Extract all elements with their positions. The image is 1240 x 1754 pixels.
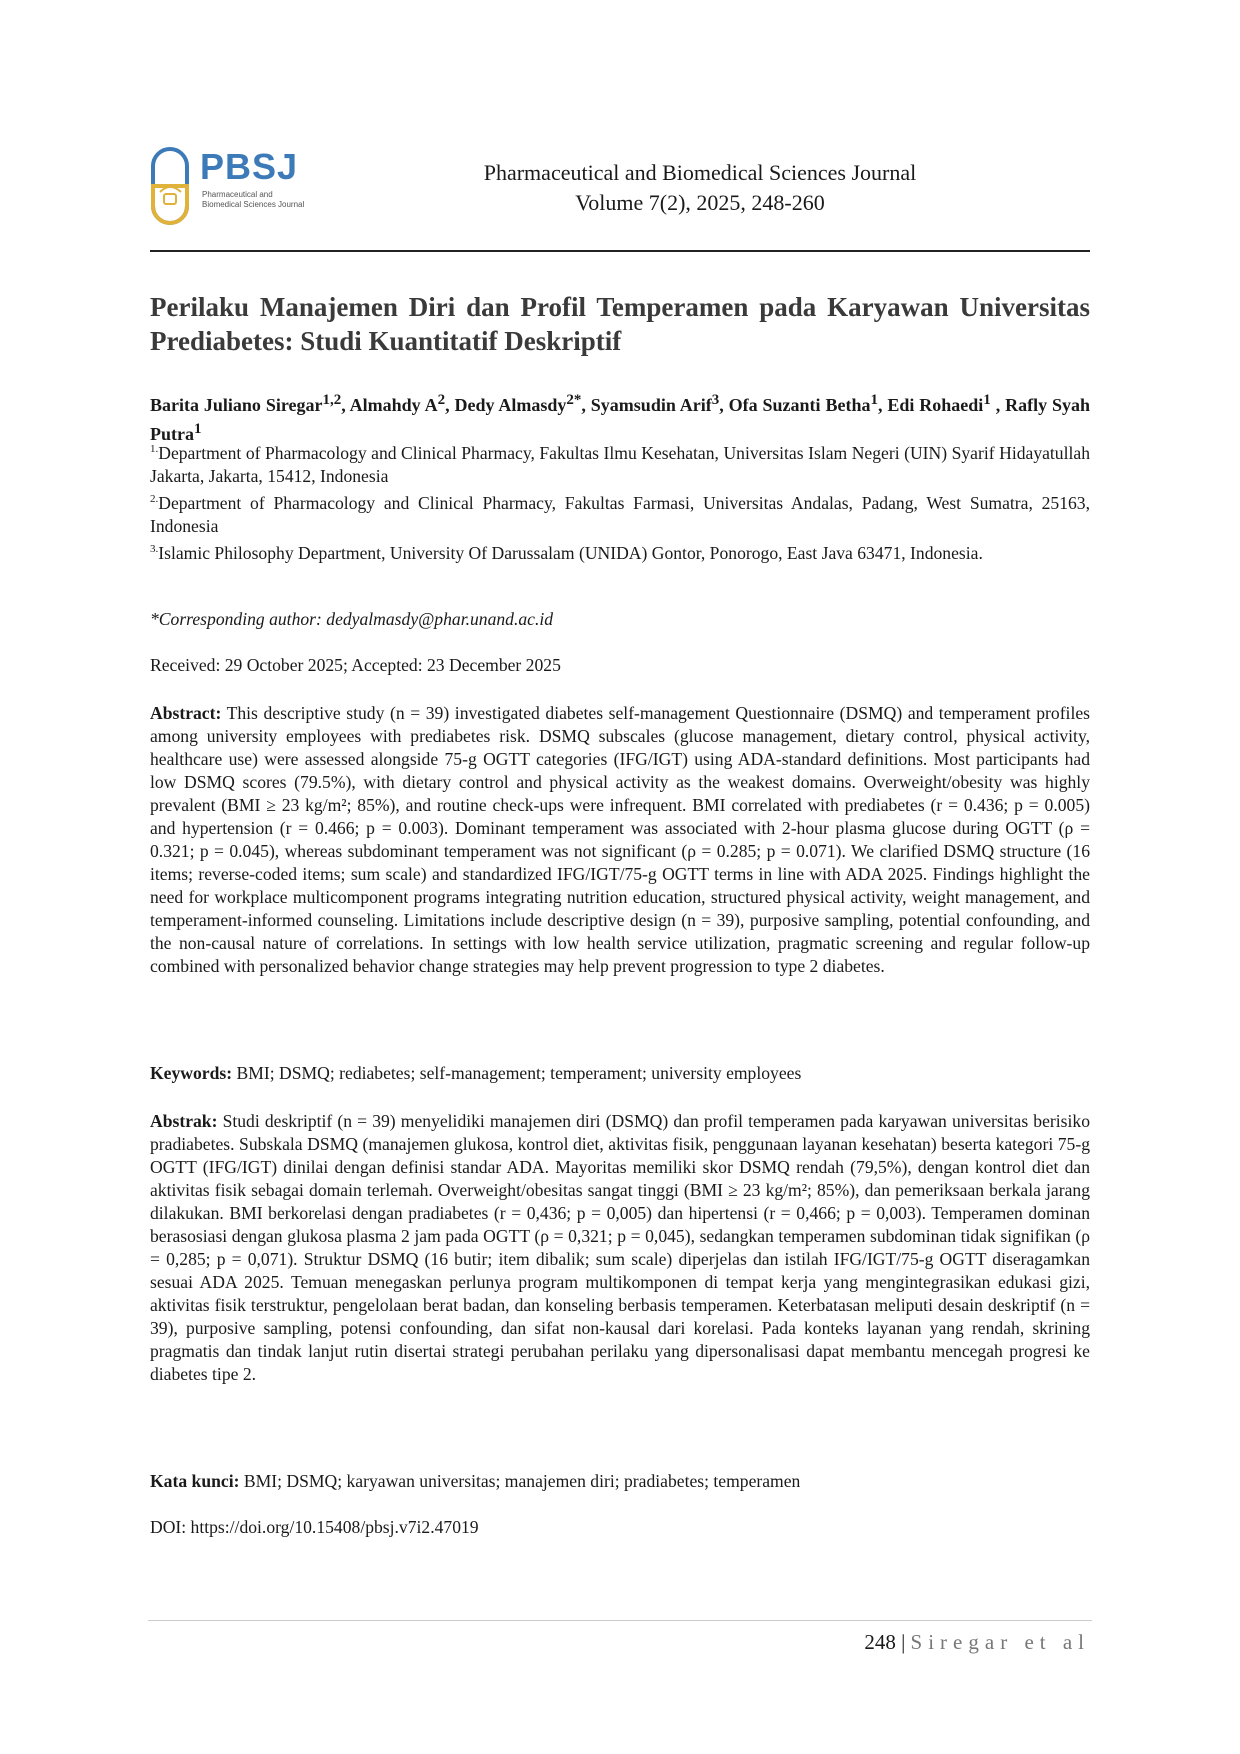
- author-name: Rafly Syah Putra: [150, 395, 1091, 444]
- author-affiliation-mark: 1: [983, 392, 991, 408]
- doi-link[interactable]: DOI: https://doi.org/10.15408/pbsj.v7i2.47019: [150, 1517, 479, 1537]
- keywords-indonesian: [150, 1470, 1090, 1493]
- author: Ofa Suzanti Betha$^1$,: [728, 392, 888, 415]
- author: Syamsudin Arif$^3$,: [590, 392, 729, 415]
- abstract-english: [150, 702, 1090, 978]
- logo-subtitle-line1: Pharmaceutical and: [202, 190, 273, 199]
- author-name: Ofa Suzanti Betha: [728, 395, 871, 415]
- author-affiliation-mark: 1: [870, 392, 878, 408]
- logo-subtitle-line2: Biomedical Sciences Journal: [202, 200, 305, 209]
- affiliation-item: $^{2.}$Department of Pharmacology and Clinical Pharmacy, Fakultas Farmasi, Universitas Andalas, Padang, West Sumatra, 25163, Indonesia: [150, 492, 1090, 536]
- page-footer: [840, 1630, 1090, 1655]
- footer-separator: |: [901, 1630, 906, 1654]
- abstrak-label: Abstrak:: [150, 1111, 218, 1131]
- journal-logo: [148, 146, 318, 228]
- author-affiliation-mark: 3: [711, 392, 720, 408]
- abstrak-text: Studi deskriptif (n = 39) menyelidiki manajemen diri (DSMQ) dan profil temperamen pada karyawan universitas berisiko pradiabetes. Subskala DSMQ (manajemen glukosa, kontrol diet, aktivitas fisik, penggunaan layanan kesehatan) beserta kategori 75-g OGTT (IFG/IGT) dinilai dengan definisi standar ADA. Mayoritas memiliki skor DSMQ rendah (79,5%), dengan kontrol diet dan aktivitas fisik sebagai domain terlemah. Overweight/obesitas sangat tinggi (BMI ≥ 23 kg/m²; 85%), dan pemeriksaan berkala jarang dilakukan. BMI berkorelasi dengan pradiabetes (r = 0,436; p = 0,005) dan hipertensi (r = 0,466; p = 0,003). Temperamen dominan berasosiasi dengan glukosa plasma 2 jam pada OGTT (ρ = 0,321; p = 0,045), sedangkan temperamen subdominan tidak signifikan (ρ = 0,285; p = 0,071). Struktur DSMQ (16 butir; item dibalik; sum scale) diperjelas dan istilah IFG/IGT/75-g OGTT diseragamkan sesuai ADA 2025. Temuan menegaskan perlunya program multikomponen di tempat kerja yang mengintegrasikan edukasi gizi, aktivitas fisik terstruktur, pengelolaan berat badan, dan konseling berbasis temperamen. Keterbatasan meliputi desain deskriptif (n = 39), purposive sampling, potensi confounding, dan sifat non-kausal dari korelasi. Pada konteks layanan yang rendah, skrining pragmatis dan tindak lanjut rutin disertai strategi perubahan perilaku yang dipersonalisasi dapat membantu mencegah progresi ke diabetes tipe 2.: [150, 1111, 1090, 1384]
- keywords-english: [150, 1062, 1090, 1085]
- affiliation-item: $^{1.}$Department of Pharmacology and Clinical Pharmacy, Fakultas Ilmu Kesehatan, Universitas Islam Negeri (UIN) Syarif Hidayatullah Jakarta, Jakarta, 15412, Indonesia: [150, 442, 1090, 486]
- kata-kunci-text: BMI; DSMQ; karyawan universitas; manajemen diri; pradiabetes; temperamen: [243, 1471, 801, 1491]
- capsule-logo-icon: [148, 146, 194, 228]
- author-affiliation-mark: 1: [194, 421, 202, 437]
- author-affiliation-mark: 2: [437, 392, 446, 408]
- page-number: 248: [864, 1630, 896, 1654]
- kata-kunci-label: Kata kunci:: [150, 1471, 240, 1491]
- author-name: Almahdy A: [349, 395, 438, 415]
- affiliation-item: $^{3.}$Islamic Philosophy Department, University Of Darussalam (UNIDA) Gontor, Ponorogo, East Java 63471, Indonesia.: [150, 542, 983, 563]
- header-divider: [150, 250, 1090, 252]
- author-name: Edi Rohaedi: [887, 395, 984, 415]
- author: Dedy Almasdy$^{2*}$,: [454, 392, 591, 415]
- abstract-indonesian: [150, 1110, 1090, 1386]
- affiliation-list: [150, 438, 1090, 565]
- keywords-text: BMI; DSMQ; rediabetes; self-management; temperament; university employees: [236, 1063, 802, 1083]
- author-affiliation-mark: 2*: [566, 392, 582, 408]
- author: Edi Rohaedi$^1$ ,: [887, 392, 1006, 415]
- abstract-text: This descriptive study (n = 39) investigated diabetes self-management Questionnaire (DSMQ) and temperament profiles among university employees with prediabetes risk. DSMQ subscales (glucose management, dietary control, physical activity, healthcare use) were assessed alongside 75-g OGTT categories (IFG/IGT) using ADA-standard definitions. Most participants had low DSMQ scores (79.5%), with dietary control and physical activity as the weakest domains. Overweight/obesity was highly prevalent (BMI ≥ 23 kg/m²; 85%), and routine check-ups were infrequent. BMI correlated with prediabetes (r = 0.436; p = 0.005) and hypertension (r = 0.466; p = 0.003). Dominant temperament was associated with 2-hour plasma glucose during OGTT (ρ = 0.321; p = 0.045), whereas subdominant temperament was not significant (ρ = 0.285; p = 0.071). We clarified DSMQ structure (16 items; reverse-coded items; sum scale) and standardized IFG/IGT/75-g OGTT terms in line with ADA 2025. Findings highlight the need for workplace multicomponent programs integrating nutrition education, structured physical activity, weight management, and temperament-informed counseling. Limitations include descriptive design (n = 39), purposive sampling, potential confounding, and the non-causal nature of correlations. In settings with low health service utilization, pragmatic screening and regular follow-up combined with personalized behavior change strategies may help prevent progression to type 2 diabetes.: [150, 703, 1090, 976]
- corresponding-author: *Corresponding author: dedyalmasdy@phar.unand.ac.id: [150, 609, 554, 629]
- footer-divider: [148, 1620, 1092, 1621]
- author-name: Dedy Almasdy: [454, 395, 567, 415]
- journal-volume: Volume 7(2), 2025, 248-260: [575, 190, 825, 215]
- paper-title: Perilaku Manajemen Diri dan Profil Temperamen pada Karyawan Universitas Prediabetes: Studi Kuantitatif Deskriptif: [150, 292, 1090, 356]
- author-affiliation-mark: 1,2: [322, 392, 342, 408]
- keywords-label: Keywords:: [150, 1063, 233, 1083]
- author: Almahdy $A^2$,: [349, 392, 455, 415]
- logo-wordmark: PBSJ: [200, 146, 299, 187]
- abstract-label: Abstract:: [150, 703, 222, 723]
- author: Barita Juliano Siregar$^{1,2}$,: [150, 392, 350, 415]
- journal-name: Pharmaceutical and Biomedical Sciences Journal: [483, 160, 917, 185]
- journal-header: [320, 158, 1080, 218]
- author-name: Syamsudin Arif: [590, 395, 712, 415]
- running-author: Siregar et al: [910, 1630, 1090, 1654]
- received-accepted-dates: Received: 29 October 2025; Accepted: 23 December 2025: [150, 655, 561, 675]
- author-name: Barita Juliano Siregar: [150, 395, 323, 415]
